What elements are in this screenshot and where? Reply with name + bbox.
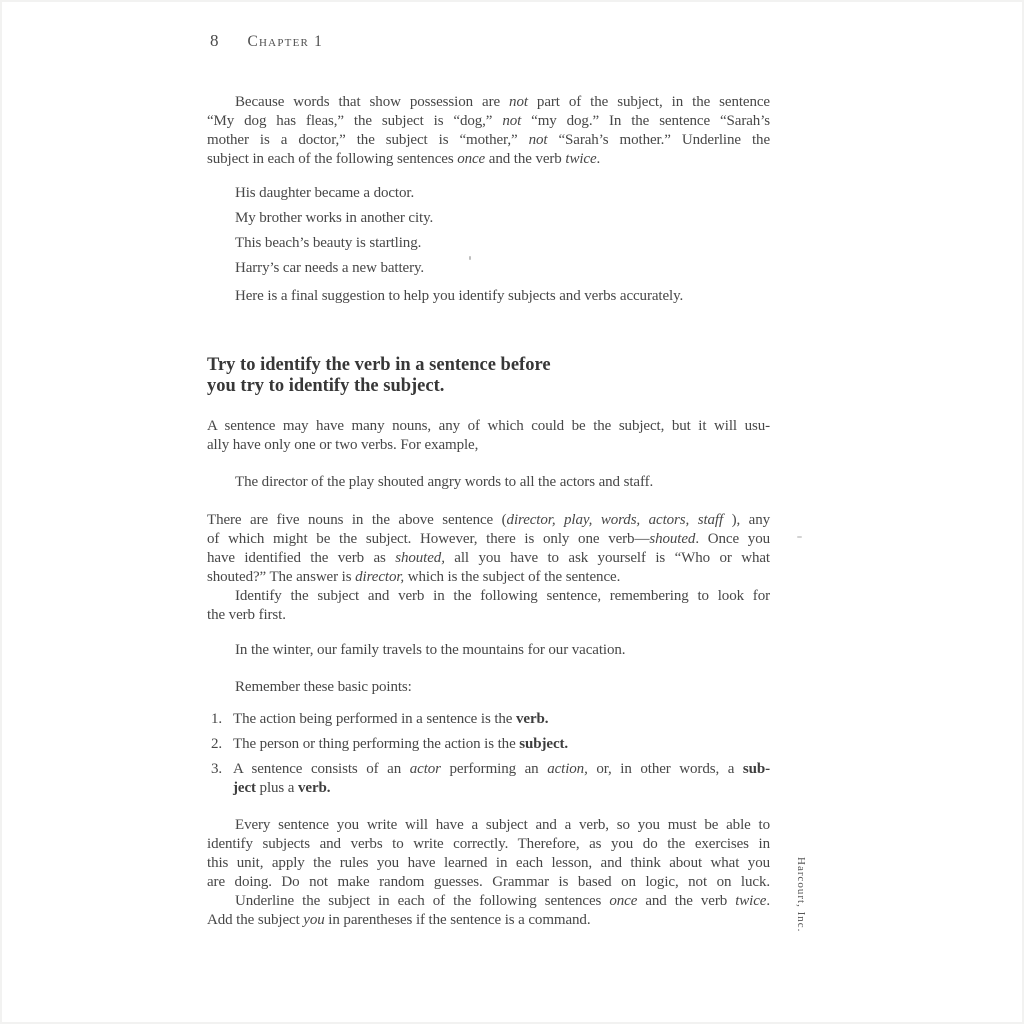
paragraph: Remember these basic points:: [235, 679, 412, 695]
heading-line: you try to identify the subject.: [207, 376, 445, 396]
list-item: 2. The person or thing performing the action is the subject.: [211, 736, 569, 752]
scan-artifact: [797, 536, 802, 538]
practice-sentence: This beach’s beauty is startling.: [235, 235, 422, 251]
scan-artifact: [469, 256, 471, 260]
list-number: 1.: [211, 711, 223, 727]
page-content: [207, 93, 770, 930]
example-sentence: In the winter, our family travels to the mountains for our vacation.: [235, 642, 626, 658]
list-item: 1. The action being performed in a sentence is the verb.: [211, 711, 549, 727]
practice-sentence: My brother works in another city.: [235, 210, 434, 226]
paragraph: Every sentence you write will have a subject and a verb, so you must be able to identify subjects and verbs to write correctly. Therefore, as you do the exercises in this unit, apply the rules you have learned in each lesson, and think about what you are doing. Do not make random guesses. Grammar is based on logic, not on luck.: [207, 817, 770, 890]
heading-line: Try to identify the verb in a sentence before: [207, 355, 551, 375]
section-heading: [207, 355, 770, 397]
list-item: 3. A sentence consists of an actor performing an action, or, in other words, a sub- ject plus a verb.: [211, 761, 771, 796]
example-sentence: The director of the play shouted angry words to all the actors and staff.: [235, 474, 654, 490]
publisher-credit: Harcourt, Inc.: [795, 857, 807, 933]
paragraph: Identify the subject and verb in the following sentence, remembering to look for the verb first.: [207, 588, 770, 623]
list-number: 3.: [211, 761, 223, 777]
list-number: 2.: [211, 736, 223, 752]
paragraph: Underline the subject in each of the following sentences once and the verb twice. Add the subject you in parentheses if the sentence is a command.: [207, 893, 770, 928]
numbered-list: [207, 710, 770, 798]
practice-sentence: His daughter became a doctor.: [235, 185, 415, 201]
paragraph: There are five nouns in the above sentence (director, play, words, actors, staff ), any of which might be the subject. However, there is only one verb—shouted. Once you have identified the verb as shouted, all you have to ask yourself is “Who or what shouted?” The answer is director, which is the subject of the sentence.: [207, 512, 771, 585]
paragraph: A sentence may have many nouns, any of which could be the subject, but it will usu- ally have only one or two verbs. For example,: [207, 418, 770, 453]
page-number: 8: [210, 31, 219, 50]
paragraph: Because words that show possession are not part of the subject, in the sentence “My dog has fleas,” the subject is “dog,” not “my dog.” In the sentence “Sarah’s mother is a doctor,” the subject is “mother,” not “Sarah’s mother.” Underline the subject in each of the following sentences once and the verb twice.: [207, 94, 770, 167]
practice-sentence: Harry’s car needs a new battery.: [235, 260, 425, 276]
page-header: [210, 31, 323, 51]
chapter-title: Chapter 1: [247, 33, 324, 50]
paragraph: Here is a final suggestion to help you identify subjects and verbs accurately.: [235, 288, 684, 304]
sentence-list: [207, 181, 770, 281]
